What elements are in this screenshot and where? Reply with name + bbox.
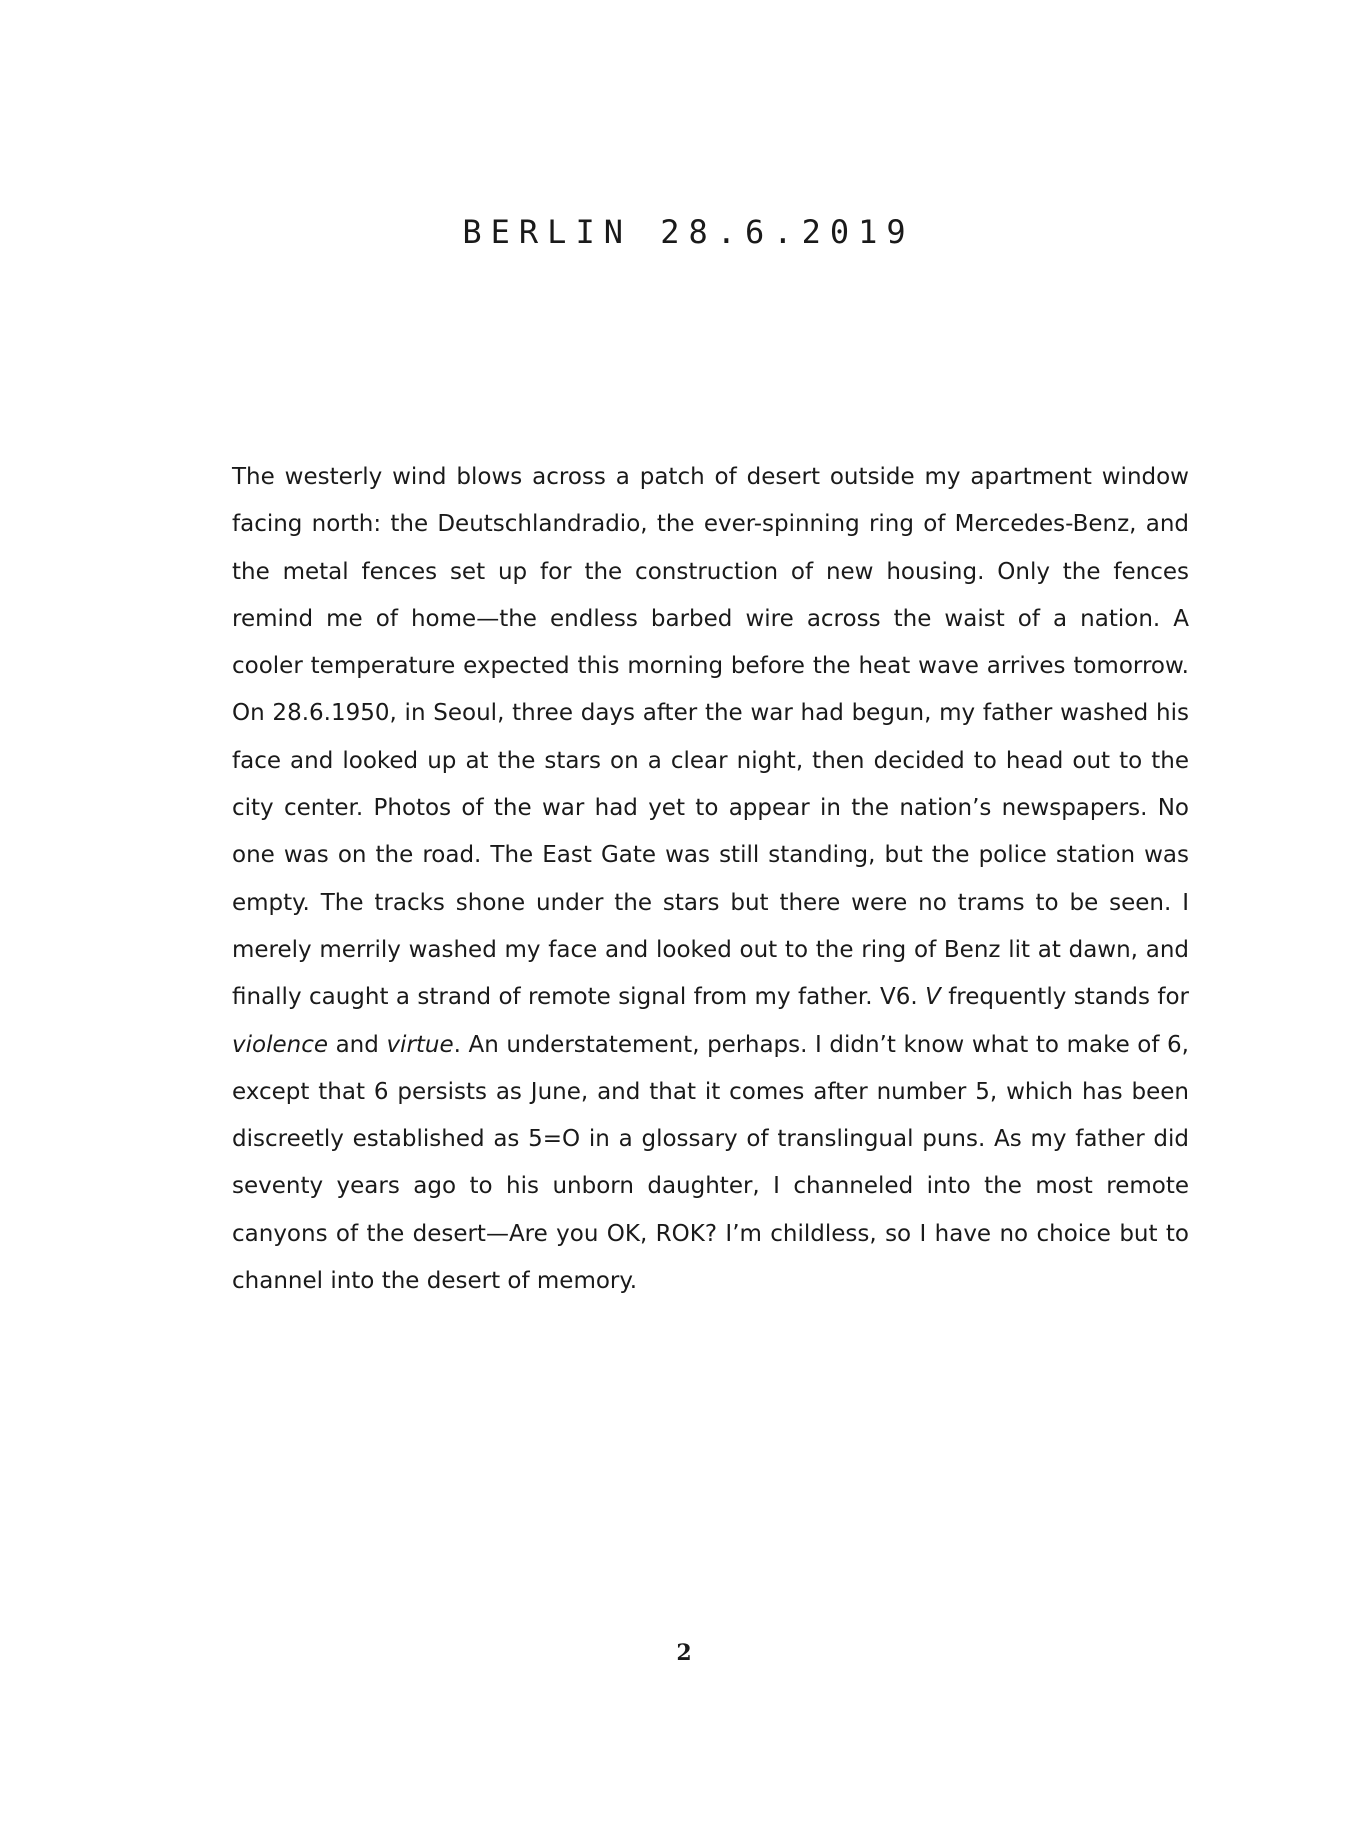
page-number: 2 — [676, 1640, 692, 1666]
body-text-italic-v: V — [925, 984, 941, 1011]
body-text-italic-violence: violence — [232, 1031, 328, 1058]
body-text-segment: and — [328, 1031, 387, 1058]
page-title: BERLIN 28.6.2019 — [462, 213, 915, 251]
body-text-italic-virtue: virtue — [386, 1031, 454, 1058]
body-text-segment: frequently stands for — [940, 984, 1189, 1011]
body-text-segment: . An understatement, perhaps. I didn’t know what to make of 6, except that 6 persists as June, and that it comes after number 5, which has been discreetly established as 5=O in a glossary of translingual puns. As my father did seventy years ago to his unborn daughter, I channeled into the most remote canyons of the desert—Are you OK, ROK? I’m childless, so I have no choice but to channel into the desert of memory. — [232, 1031, 1189, 1295]
body-text-segment: The westerly wind blows across a patch of desert outside my apartment window facing north: the Deutschlandradio, the ever-spinning ring of Mercedes-Benz, and the metal fences set up for the construction of new housing. Only the fences remind me of home—the endless barbed wire across the waist of a nation. A cooler temperature expected this morning before the heat wave arrives tomorrow. On 28.6.1950, in Seoul, three days after the war had begun, my father washed his face and looked up at the stars on a clear night, then decided to head out to the city center. Photos of the war had yet to appear in the nation’s newspapers. No one was on the road. The East Gate was still standing, but the police station was empty. The tracks shone under the stars but there were no trams to be seen. I merely merrily washed my face and looked out to the ring of Benz lit at dawn, and finally caught a strand of remote signal from my father. V6. — [232, 464, 1189, 1011]
body-paragraph — [232, 454, 1189, 1305]
